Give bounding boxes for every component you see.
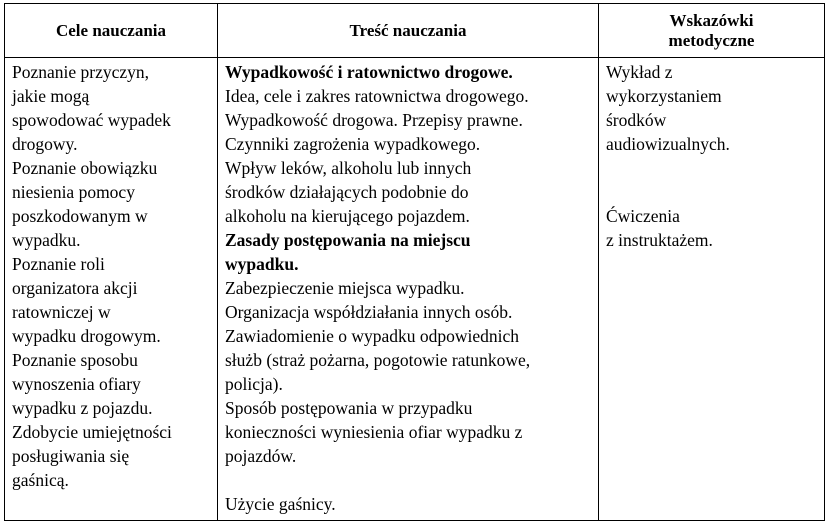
goals-line: wynoszenia ofiary bbox=[12, 374, 141, 394]
goals-line: spowodować wypadek bbox=[12, 110, 171, 130]
goals-line: Zdobycie umiejętności bbox=[12, 422, 172, 442]
content-line-extinguisher: Użycie gaśnicy. bbox=[225, 494, 336, 514]
goals-line: Poznanie obowiązku bbox=[12, 158, 158, 178]
content-line: Zawiadomienie o wypadku odpowiednich bbox=[225, 326, 520, 346]
header-hints-line1: Wskazówki bbox=[669, 10, 754, 30]
goals-cell bbox=[5, 58, 218, 521]
goals-line: niesienia pomocy bbox=[12, 182, 135, 202]
goals-line: jakie mogą bbox=[12, 86, 90, 106]
hints-line: środków bbox=[606, 110, 667, 130]
goals-line: drogowy. bbox=[12, 134, 78, 154]
hints-spacer bbox=[606, 156, 818, 204]
content-line: służb (straż pożarna, pogotowie ratunkowe, bbox=[225, 350, 531, 370]
content-line: Zabezpieczenie miejsca wypadku. bbox=[225, 278, 465, 298]
syllabus-table bbox=[4, 3, 825, 521]
header-goals: Cele nauczania bbox=[5, 4, 218, 58]
hints-line: Ćwiczenia bbox=[606, 206, 680, 226]
hints-line: wykorzystaniem bbox=[606, 86, 722, 106]
goals-line: wypadku drogowym. bbox=[12, 326, 161, 346]
header-row bbox=[5, 4, 825, 58]
header-content: Treść nauczania bbox=[218, 4, 599, 58]
section-title-road-rescue: Wypadkowość i ratownictwo drogowe. bbox=[225, 62, 513, 82]
goals-line: posługiwania się bbox=[12, 446, 130, 466]
hints-line: z instruktażem. bbox=[606, 230, 713, 250]
content-line: Wypadkowość drogowa. Przepisy prawne. bbox=[225, 110, 523, 130]
content-line: Organizacja współdziałania innych osób. bbox=[225, 302, 513, 322]
content-line: Czynniki zagrożenia wypadkowego. bbox=[225, 134, 481, 154]
goals-line: poszkodowanym w bbox=[12, 206, 148, 226]
content-line: Wpływ leków, alkoholu lub innych bbox=[225, 158, 472, 178]
header-hints bbox=[599, 4, 825, 58]
goals-line: Poznanie sposobu bbox=[12, 350, 138, 370]
header-hints-line2: metodyczne bbox=[668, 30, 755, 50]
goals-line: Poznanie roli bbox=[12, 254, 105, 274]
hints-cell bbox=[599, 58, 825, 521]
hints-line: audiowizualnych. bbox=[606, 134, 730, 154]
content-line: Idea, cele i zakres ratownictwa drogowego. bbox=[225, 86, 529, 106]
body-row bbox=[5, 58, 825, 521]
content-line: Sposób postępowania w przypadku bbox=[225, 398, 473, 418]
content-line: konieczności wyniesienia ofiar wypadku z bbox=[225, 422, 523, 442]
goals-line: wypadku z pojazdu. bbox=[12, 398, 153, 418]
content-line: policja). bbox=[225, 374, 283, 394]
hints-line: Wykład z bbox=[606, 62, 673, 82]
content-line: pojazdów. bbox=[225, 446, 297, 466]
content-spacer bbox=[225, 468, 592, 492]
goals-line: organizatora akcji bbox=[12, 278, 138, 298]
goals-line: gaśnicą. bbox=[12, 470, 69, 490]
goals-line: Poznanie przyczyn, bbox=[12, 62, 150, 82]
goals-line: wypadku. bbox=[12, 230, 81, 250]
content-line: alkoholu na kierującego pojazdem. bbox=[225, 206, 470, 226]
content-line: środków działających podobnie do bbox=[225, 182, 469, 202]
content-cell bbox=[218, 58, 599, 521]
section-title-accident-procedure: Zasady postępowania na miejscu bbox=[225, 230, 471, 250]
goals-line: ratowniczej w bbox=[12, 302, 111, 322]
section-title-accident-procedure-cont: wypadku. bbox=[225, 254, 299, 274]
